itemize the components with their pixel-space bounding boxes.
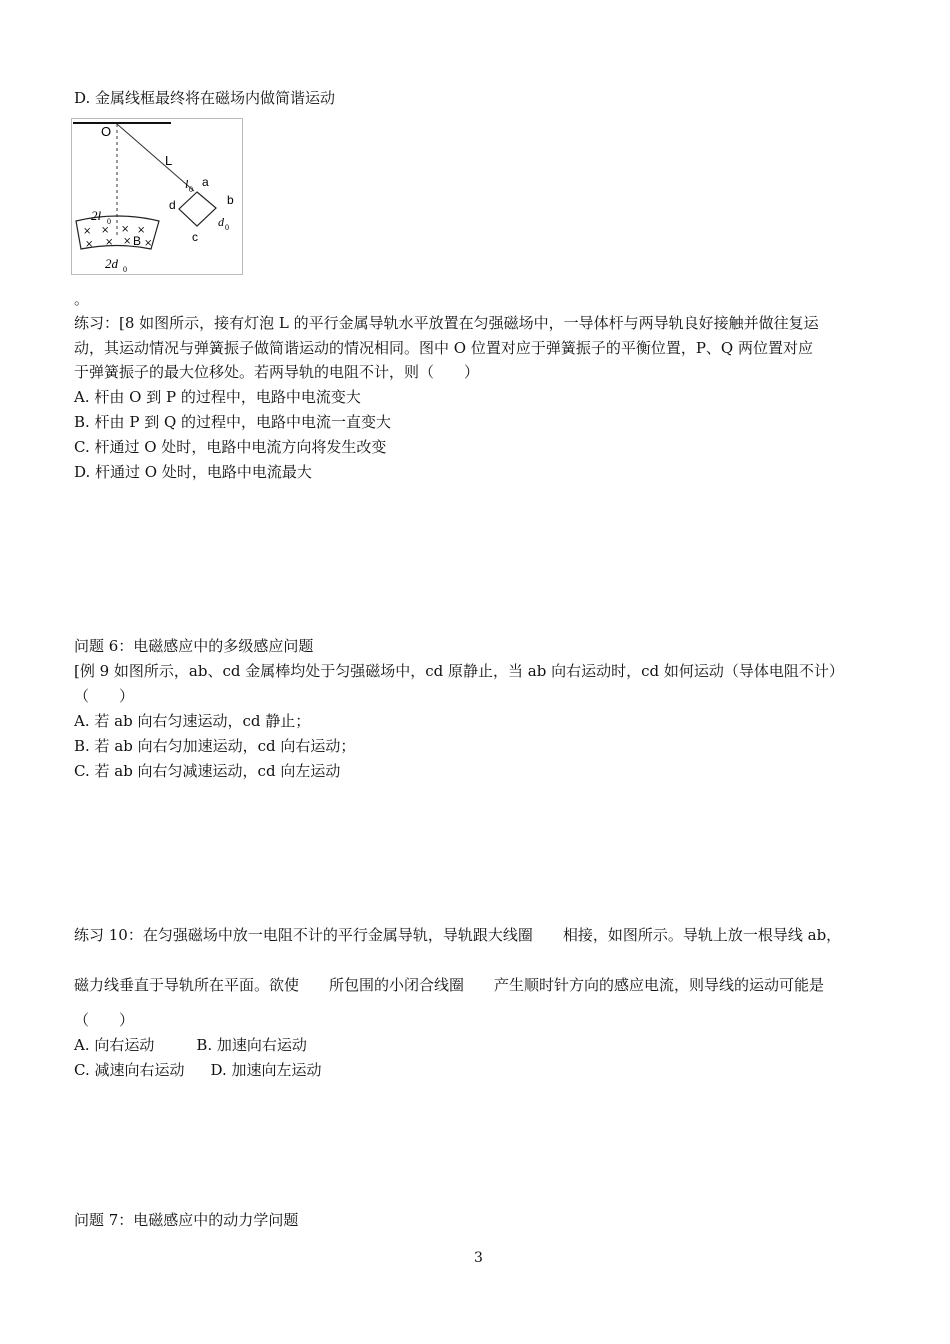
label-l0-sub: 0 <box>189 185 193 194</box>
exercise8-line2: 动，其运动情况与弹簧振子做简谐运动的情况相同。图中 O 位置对应于弹簧振子的平衡位置，P、Q 两位置对应 <box>74 339 813 357</box>
field-x-mark: × <box>105 237 114 248</box>
exercise10-line3: （ ） <box>74 1011 135 1029</box>
label-o: O <box>101 124 112 139</box>
example9-option-c: C. 若 ab 向右匀减速运动，cd 向左运动 <box>74 762 341 780</box>
label-a: a <box>202 175 209 189</box>
problem6-heading: 问题 6：电磁感应中的多级感应问题 <box>74 637 314 655</box>
field-x-mark: × <box>101 225 110 236</box>
exercise10-option-c: C. 减速向右运动 <box>74 1061 185 1079</box>
label-2d0: 2d <box>105 256 118 271</box>
exercise10-line2: 磁力线垂直于导轨所在平面。欲使 所包围的小闭合线圈 产生顺时针方向的感应电流，则导线的运动可能是 <box>74 976 825 994</box>
label-b: b <box>227 193 234 207</box>
label-c: c <box>192 230 198 244</box>
exercise10-line1: 练习 10：在匀强磁场中放一电阻不计的平行金属导轨，导轨跟大线圈 相接，如图所示。导轨上放一根导线 ab， <box>74 926 842 944</box>
exercise10-options-row1 <box>74 1035 307 1055</box>
label-2l0-sub: 0 <box>107 217 111 226</box>
field-x-mark: × <box>121 224 130 235</box>
example9-line2: （ ） <box>74 687 135 705</box>
example9-line1: [例 9 如图所示，ab、cd 金属棒均处于匀强磁场中，cd 原静止，当 ab 向右运动时，cd 如何运动（导体电阻不计） <box>74 662 844 680</box>
exercise10-option-a: A. 向右运动 <box>74 1036 155 1054</box>
figure-caption: 。 <box>74 290 90 308</box>
exercise8-option-a: A. 杆由 O 到 P 的过程中，电路中电流变大 <box>74 388 361 406</box>
problem7-heading: 问题 7：电磁感应中的动力学问题 <box>74 1211 299 1229</box>
pendulum-coil-figure <box>71 118 243 275</box>
exercise8-option-c: C. 杆通过 O 处时，电路中电流方向将发生改变 <box>74 438 387 456</box>
label-b-field: B <box>133 234 142 248</box>
example9-option-b: B. 若 ab 向右匀加速运动，cd 向右运动； <box>74 737 356 755</box>
exercise8-line1: 练习：[8 如图所示，接有灯泡 L 的平行金属导轨水平放置在匀强磁场中，一导体杆与两导轨良好接触并做往复运 <box>74 314 819 332</box>
field-x-mark: × <box>83 226 92 237</box>
option-d-text: D. 金属线框最终将在磁场内做简谐运动 <box>74 89 336 107</box>
field-x-mark: × <box>144 238 153 249</box>
exercise8-option-d: D. 杆通过 O 处时，电路中电流最大 <box>74 463 312 481</box>
page-number: 3 <box>474 1250 483 1266</box>
label-d: d <box>169 198 176 212</box>
exercise8-line3: 于弹簧振子的最大位移处。若两导轨的电阻不计，则（ ） <box>74 363 480 381</box>
example9-option-a: A. 若 ab 向右匀速运动，cd 静止； <box>74 712 311 730</box>
field-x-mark: × <box>85 239 94 250</box>
field-x-mark: × <box>123 236 132 247</box>
label-l: L <box>165 153 173 168</box>
label-l0: l <box>185 177 189 191</box>
field-x-mark: × <box>137 225 146 236</box>
label-2d0-sub: 0 <box>123 265 127 274</box>
label-d0-sub: 0 <box>225 223 229 232</box>
exercise10-option-d: D. 加速向左运动 <box>210 1061 322 1079</box>
label-2l0: 2l <box>91 208 102 223</box>
exercise8-option-b: B. 杆由 P 到 Q 的过程中，电路中电流一直变大 <box>74 413 392 431</box>
exercise10-option-b: B. 加速向右运动 <box>196 1036 307 1054</box>
exercise10-options-row2 <box>74 1060 322 1080</box>
label-d0: d <box>218 215 224 229</box>
